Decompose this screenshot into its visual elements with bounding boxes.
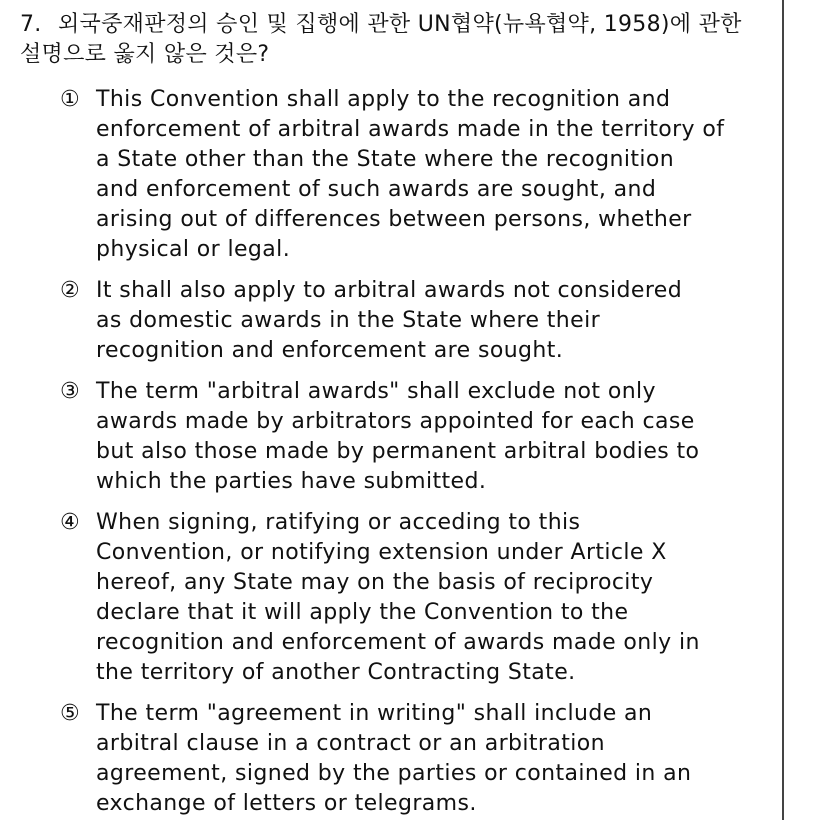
- option-2[interactable]: [60, 276, 775, 366]
- option-marker: ③: [60, 379, 81, 404]
- column-divider: [782, 0, 784, 820]
- question-stem: 외국중재판정의 승인 및 집행에 관한 UN협약(뉴욕협약, 1958)에 관한 설명으로 옳지 않은 것은?: [20, 12, 742, 67]
- option-text: It shall also apply to arbitral awards not considered as domestic awards in the State where their recognition and enforcement are sought.: [96, 278, 683, 363]
- option-text: The term "arbitral awards" shall exclude not only awards made by arbitrators appointed for each case but also those made by permanent arbitral bodies to which the parties have submitted.: [96, 379, 700, 494]
- option-marker: ⑤: [60, 701, 81, 726]
- question: [20, 10, 770, 70]
- option-marker: ④: [60, 510, 81, 535]
- option-marker: ①: [60, 87, 81, 112]
- question-number: 7.: [20, 12, 42, 37]
- answer-options: [60, 85, 775, 830]
- option-5[interactable]: [60, 699, 775, 819]
- option-text: The term "agreement in writing" shall include an arbitral clause in a contract or an arbitration agreement, signed by the parties or contained in an exchange of letters or telegrams.: [96, 701, 692, 816]
- option-4[interactable]: [60, 508, 775, 688]
- option-text: When signing, ratifying or acceding to this Convention, or notifying extension under Article X hereof, any State may on the basis of reciprocity declare that it will apply the Convention to the recognition and enforcement of awards made only in the territory of another Contracting State.: [96, 510, 700, 685]
- option-3[interactable]: [60, 377, 775, 497]
- option-text: This Convention shall apply to the recognition and enforcement of arbitral awards made in the territory of a State other than the State where the recognition and enforcement of such awards are sought, and arising out of differences between persons, whether physical or legal.: [96, 87, 725, 262]
- option-marker: ②: [60, 278, 81, 303]
- option-1[interactable]: [60, 85, 775, 265]
